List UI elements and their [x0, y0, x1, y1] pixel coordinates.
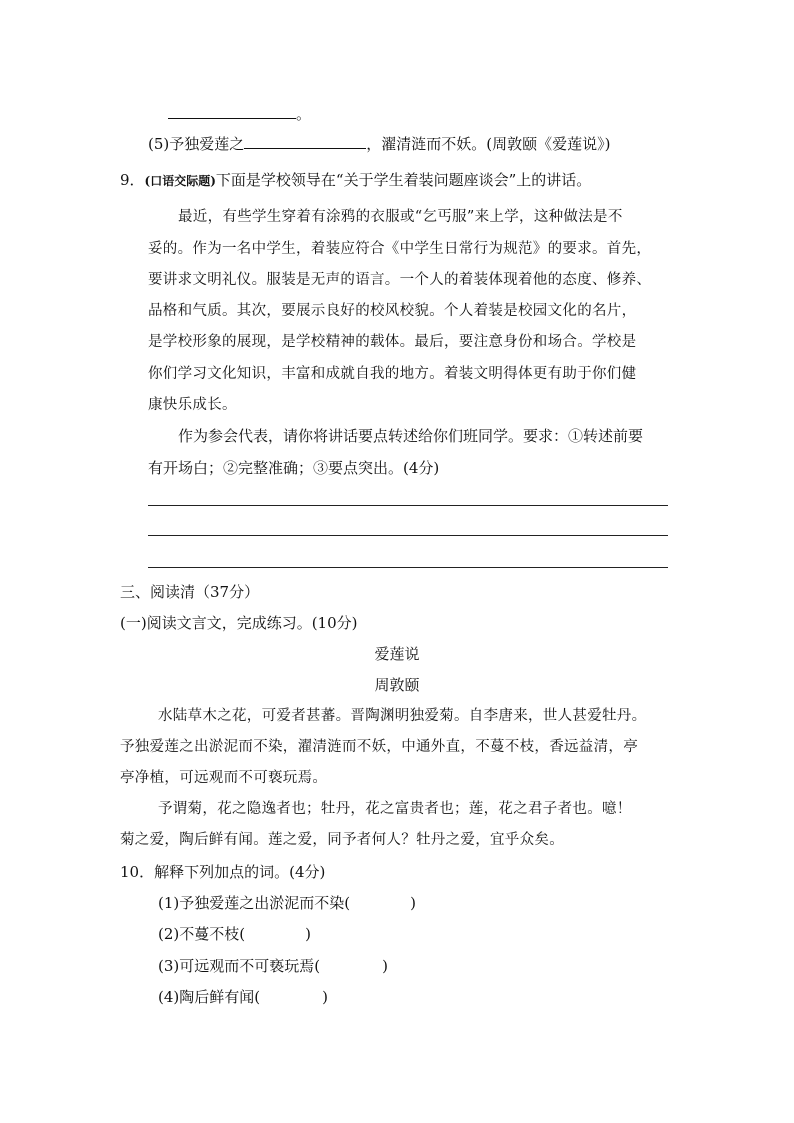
- q9-task-line-1: 作为参会代表，请你将讲话要点转述给你们班同学。要求：①转述前要: [178, 427, 644, 445]
- q9-task-line-2: 有开场白；②完整准确；③要点突出。(4分): [148, 459, 440, 477]
- passage-line: 亭净植，可远观而不可亵玩焉。: [120, 770, 328, 786]
- q8-answer-line-4: 。: [168, 104, 311, 124]
- answer-blank[interactable]: [168, 104, 296, 119]
- passage-title: 爱莲说: [374, 645, 420, 663]
- speech-line: 品格和气质。其次，要展示良好的校风校貌。个人着装是校园文化的名片，: [148, 303, 637, 319]
- q10-item: (1)予独爱莲之出淤泥而不染( ): [158, 894, 416, 912]
- q10-title: 10．解释下列加点的词。(4分): [120, 863, 326, 881]
- q9-prompt: 9．(口语交际题)下面是学校领导在“关于学生着装问题座谈会”上的讲话。: [120, 171, 592, 189]
- answer-blank[interactable]: [244, 134, 366, 149]
- speech-line: 康快乐成长。: [148, 397, 237, 413]
- passage-line: 菊之爱，陶后鲜有闻。莲之爱，同予者何人？牡丹之爱，宜乎众矣。: [120, 832, 564, 848]
- passage-author: 周敦颐: [374, 676, 420, 694]
- speech-line: 你们学习文化知识，丰富和成就自我的地方。着装文明得体更有助于你们健: [148, 366, 637, 382]
- answer-line[interactable]: [148, 535, 668, 536]
- q8-item-5: (5)予独爱莲之 ，濯清涟而不妖。(周敦颐《爱莲说》): [148, 135, 611, 153]
- passage-line: 予独爱莲之出淤泥而不染，濯清涟而不妖，中通外直，不蔓不枝，香远益清，亭: [120, 739, 638, 755]
- q10-item: (3)可远观而不可亵玩焉( ): [158, 957, 388, 975]
- q9-tag: (口语交际题): [144, 174, 216, 188]
- passage-line: 水陆草木之花，可爱者甚蕃。晋陶渊明独爱菊。自李唐来，世人甚爱牡丹。: [158, 708, 647, 724]
- q10-item: (2)不蔓不枝( ): [158, 925, 311, 943]
- q10-item: (4)陶后鲜有闻( ): [158, 988, 328, 1006]
- passage-line: 予谓菊，花之隐逸者也；牡丹，花之富贵者也；莲，花之君子者也。噫！: [158, 801, 632, 817]
- section-3-part-1: (一)阅读文言文，完成练习。(10分): [120, 614, 358, 632]
- section-3-title: 三、阅读清（37分）: [120, 583, 260, 601]
- speech-line: 妥的。作为一名中学生，着装应符合《中学生日常行为规范》的要求。首先，: [148, 241, 652, 257]
- answer-line[interactable]: [148, 505, 668, 506]
- answer-line[interactable]: [148, 567, 668, 568]
- speech-line: 最近，有些学生穿着有涂鸦的衣服或“乞丐服”来上学，这种做法是不: [178, 209, 623, 225]
- speech-line: 是学校形象的展现，是学校精神的载体。最后，要注意身份和场合。学校是: [148, 334, 637, 350]
- speech-line: 要讲求文明礼仪。服装是无声的语言。一个人的着装体现着他的态度、修养、: [148, 272, 652, 288]
